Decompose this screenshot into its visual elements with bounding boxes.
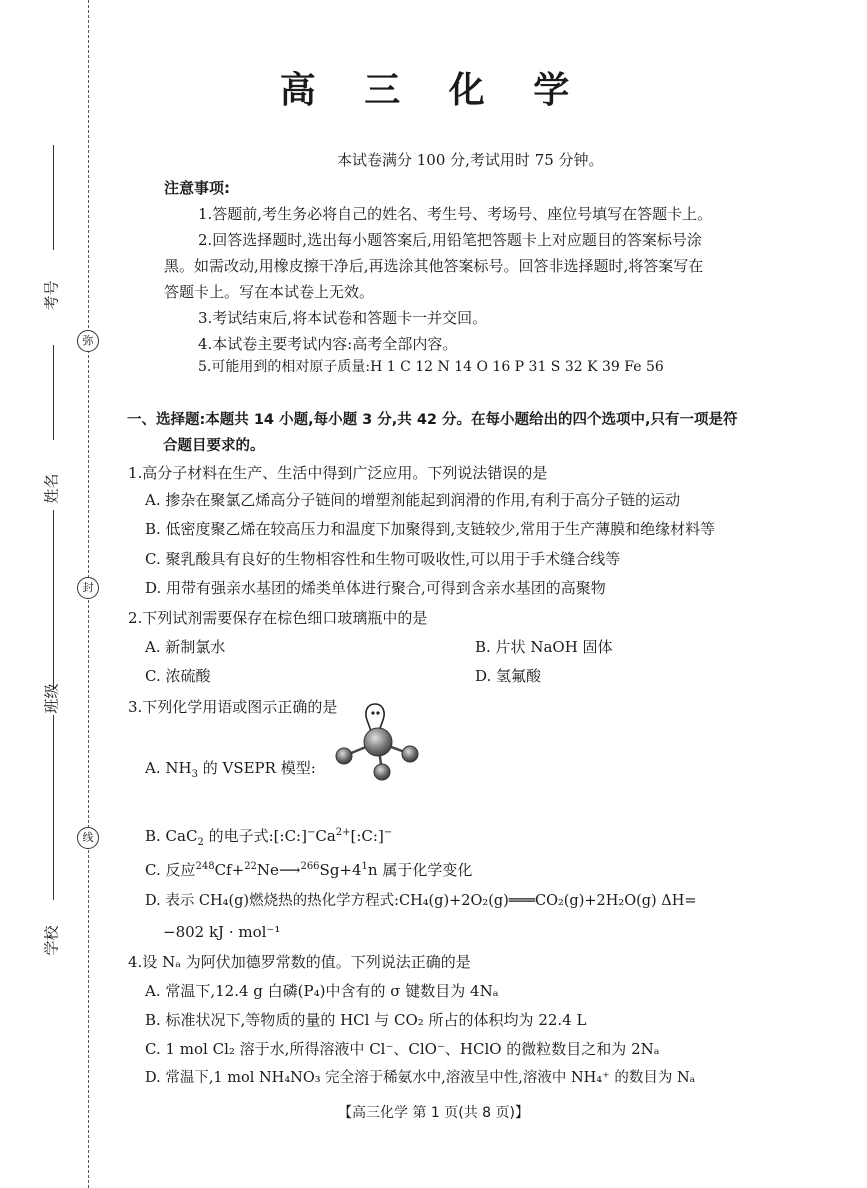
electron-formula-c2-right: [:C:] <box>350 827 384 845</box>
notes-heading: 注意事项: <box>164 179 230 197</box>
note-line-1: 1.答题前,考生务必将自己的姓名、考生号、考场号、座位号填写在答题卡上。 <box>198 205 713 223</box>
q1-stem: 1.高分子材料在生产、生活中得到广泛应用。下列说法错误的是 <box>128 464 548 482</box>
seal-mi: 弥 <box>77 330 99 352</box>
electron-formula-c2-left: [:C:] <box>273 827 307 845</box>
section-heading-line-1: 一、选择题:本题共 14 小题,每小题 3 分,共 42 分。在每小题给出的四个选项中,只有一项是符 <box>127 412 738 428</box>
nh3-vsepr-model-image <box>330 700 430 782</box>
q2-option-d: D. 氢氟酸 <box>475 667 542 685</box>
q1-option-a: A. 掺杂在聚氯乙烯高分子链间的增塑剂能起到润滑的作用,有利于高分子链的运动 <box>145 491 681 509</box>
q3-option-d-line-1: D. 表示 CH₄(g)燃烧热的热化学方程式:CH₄(g)+2O₂(g)═══CO₂(g)+2H₂O(g) ΔH= <box>145 893 697 909</box>
note-line-7: 5.可能用到的相对原子质量:H 1 C 12 N 14 O 16 P 31 S 32 K 39 Fe 56 <box>198 359 664 375</box>
q2-option-b: B. 片状 NaOH 固体 <box>475 638 613 656</box>
q1-option-c: C. 聚乳酸具有良好的生物相容性和生物可吸收性,可以用于手术缝合线等 <box>145 550 621 568</box>
q1-option-d: D. 用带有强亲水基团的烯类单体进行聚合,可得到含亲水基团的高聚物 <box>145 579 606 597</box>
q2-stem: 2.下列试剂需要保存在棕色细口玻璃瓶中的是 <box>128 609 428 627</box>
page-title: 高 三 化 学 <box>279 70 588 111</box>
q2-option-c: C. 浓硫酸 <box>145 667 211 685</box>
fill-line-exam-number <box>53 145 54 250</box>
label-class: 班级 <box>42 683 61 714</box>
fill-line-name <box>53 345 54 440</box>
fill-line-class-upper <box>53 510 54 690</box>
q3-option-c: C. 反应$^{248}Cf+^{22}Ne⟶^{266}Sg+4^1n$ 属于化学变化 <box>145 861 473 879</box>
page-footer: 【高三化学 第 1 页(共 8 页)】 <box>338 1105 529 1121</box>
label-exam-number: 考号 <box>42 280 61 311</box>
fill-line-school <box>53 715 54 900</box>
q3-option-d-line-2: −802 kJ · mol⁻¹ <box>163 923 281 941</box>
q3-option-b: B. CaC$_2$ 的电子式$:[:C:]^-Ca^{2+}[:C:]^-$ <box>145 827 393 848</box>
note-line-5: 3.考试结束后,将本试卷和答题卡一并交回。 <box>198 309 488 327</box>
q4-option-b: B. 标准状况下,等物质的量的 HCl 与 CO₂ 所占的体积均为 22.4 L <box>145 1011 587 1029</box>
note-line-2: 2.回答选择题时,选出每小题答案后,用铅笔把答题卡上对应题目的答案标号涂 <box>198 231 702 249</box>
q3-option-a: A. $NH_3$ 的 VSEPR 模型: <box>145 759 316 780</box>
reaction-arrow: ⟶ <box>278 861 301 879</box>
q1-option-b: B. 低密度聚乙烯在较高压力和温度下加聚得到,支链较少,常用于生产薄膜和绝缘材料等 <box>145 520 716 538</box>
section-heading-line-2: 合题目要求的。 <box>163 438 265 454</box>
note-line-6: 4.本试卷主要考试内容:高考全部内容。 <box>198 335 458 353</box>
label-name: 姓名 <box>42 473 61 504</box>
note-line-3: 黑。如需改动,用橡皮擦干净后,再选涂其他答案标号。回答非选择题时,将答案写在 <box>164 257 704 275</box>
label-school: 学校 <box>42 925 61 956</box>
q4-option-c: C. 1 mol Cl₂ 溶于水,所得溶液中 Cl⁻、ClO⁻、HClO 的微粒数目之和为 2Nₐ <box>145 1040 660 1058</box>
note-line-4: 答题卡上。写在本试卷上无效。 <box>164 283 375 301</box>
subtitle: 本试卷满分 100 分,考试用时 75 分钟。 <box>337 151 604 169</box>
q3-stem: 3.下列化学用语或图示正确的是 <box>128 698 338 716</box>
seal-xian: 线 <box>77 827 99 849</box>
q4-option-d: D. 常温下,1 mol NH₄NO₃ 完全溶于稀氨水中,溶液呈中性,溶液中 NH₄⁺ 的数目为 Nₐ <box>145 1070 696 1086</box>
seal-feng: 封 <box>77 577 99 599</box>
q2-option-a: A. 新制氯水 <box>145 638 226 656</box>
q4-stem: 4.设 Nₐ 为阿伏加德罗常数的值。下列说法正确的是 <box>128 953 471 971</box>
q4-option-a: A. 常温下,12.4 g 白磷(P₄)中含有的 σ 键数目为 4Nₐ <box>145 982 499 1000</box>
